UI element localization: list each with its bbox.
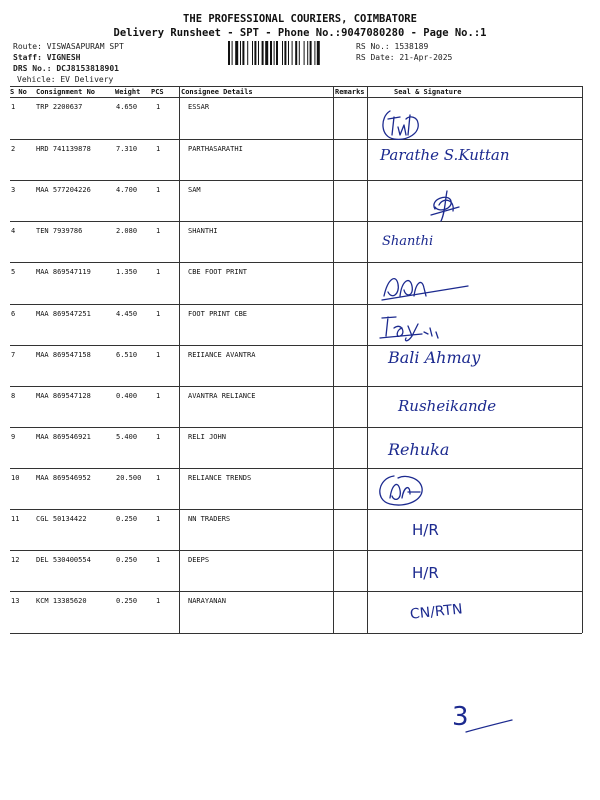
row-separator (10, 180, 582, 181)
row-pcs: 1 (156, 433, 161, 441)
row-consignment-no: MAA 869547128 (36, 392, 91, 400)
row-sno: 11 (11, 515, 20, 523)
row-consignee: AVANTRA RELIANCE (188, 392, 256, 400)
row-consignee: RELI JOHN (188, 433, 226, 441)
signature-row-5 (378, 270, 473, 304)
barcode-bar (258, 41, 259, 65)
runsheet-subtitle: Delivery Runsheet - SPT - Phone No.:9047080280 - Page No.:1 (113, 27, 487, 39)
row-weight: 0.250 (116, 515, 138, 523)
row-consignment-no: TRP 2200637 (36, 103, 83, 111)
signature-row-13: CN/RTN (409, 601, 464, 623)
row-separator (10, 221, 582, 222)
barcode-bar (274, 41, 275, 65)
barcode-bar (252, 41, 253, 65)
row-sno: 5 (11, 268, 16, 276)
barcode-bar (254, 41, 256, 65)
row-consignee: ESSAR (188, 103, 210, 111)
row-separator (10, 427, 582, 428)
vehicle-line (17, 75, 113, 84)
row-sno: 8 (11, 392, 16, 400)
row-consignee: FOOT PRINT CBE (188, 310, 248, 318)
row-sno: 6 (11, 310, 16, 318)
barcode-bar (232, 41, 233, 65)
rs-no-value: 1538189 (394, 42, 429, 51)
row-pcs: 1 (156, 597, 161, 605)
barcode-bar (282, 41, 283, 65)
row-separator (10, 550, 582, 551)
barcode-bar (307, 41, 308, 65)
row-consignment-no: HRD 741139878 (36, 145, 91, 153)
barcode-bar (310, 41, 312, 65)
header-sno: S No (10, 88, 27, 96)
row-sno: 2 (11, 145, 16, 153)
row-sno: 10 (11, 474, 20, 482)
row-consignment-no: TEN 7939786 (36, 227, 83, 235)
row-consignment-no: KCM 13385620 (36, 597, 87, 605)
row-weight: 0.400 (116, 392, 138, 400)
barcode-bar (299, 41, 300, 65)
row-pcs: 1 (156, 268, 161, 276)
row-separator (10, 633, 582, 634)
row-weight: 4.650 (116, 103, 138, 111)
row-consignment-no: MAA 869547119 (36, 268, 91, 276)
table-header-rule (10, 97, 582, 98)
row-pcs: 1 (156, 310, 161, 318)
row-sno: 1 (11, 103, 16, 111)
row-consignee: SAM (188, 186, 201, 194)
signature-row-7: Bali Ahmay (388, 348, 481, 367)
row-pcs: 1 (156, 474, 161, 482)
barcode-bar (276, 41, 278, 65)
signature-row-1 (378, 105, 428, 143)
row-consignee: CBE FOOT PRINT (188, 268, 248, 276)
signature-row-9: Rehuka (388, 440, 450, 459)
row-consignee: REIIANCE AVANTRA (188, 351, 256, 359)
row-sno: 9 (11, 433, 16, 441)
row-consignee: RELIANCE TRENDS (188, 474, 252, 482)
row-weight: 4.700 (116, 186, 138, 194)
row-pcs: 1 (156, 145, 161, 153)
row-weight: 4.450 (116, 310, 138, 318)
signature-row-8: Rusheikande (398, 397, 497, 415)
header-pcs: PCS (151, 88, 164, 96)
row-separator (10, 386, 582, 387)
barcode-bar (242, 41, 244, 65)
route-value: VISWASAPURAM SPT (46, 42, 124, 51)
row-separator (10, 591, 582, 592)
row-consignment-no: DEL 530400554 (36, 556, 91, 564)
handwritten-stroke (464, 716, 514, 736)
signature-row-6 (378, 312, 458, 342)
row-consignee: NARAYANAN (188, 597, 226, 605)
company-title: THE PROFESSIONAL COURIERS, COIMBATORE (183, 13, 417, 25)
row-separator (10, 468, 582, 469)
row-consignee: NN TRADERS (188, 515, 231, 523)
table-right-rule (582, 86, 583, 633)
barcode-bar (295, 41, 297, 65)
drs-label: DRS No.: (13, 64, 52, 73)
barcode-bar (262, 41, 264, 65)
row-weight: 7.310 (116, 145, 138, 153)
row-weight: 5.400 (116, 433, 138, 441)
barcode-bar (240, 41, 241, 65)
staff-label: Staff: (13, 53, 42, 62)
signature-row-12: H/R (412, 564, 439, 582)
row-consignment-no: MAA 869546952 (36, 474, 91, 482)
row-sno: 4 (11, 227, 16, 235)
signature-row-4: Shanthi (382, 234, 434, 249)
handwritten-page-count: 3 (452, 702, 469, 732)
barcode-bar (288, 41, 289, 65)
barcode-bar (292, 41, 293, 65)
signature-row-2: Parathe S.Kuttan (380, 146, 510, 164)
rs-date-line (356, 53, 452, 62)
row-weight: 2.080 (116, 227, 138, 235)
row-consignment-no: MAA 869546921 (36, 433, 91, 441)
header-consignee: Consignee Details (181, 88, 253, 96)
barcode (228, 41, 348, 65)
row-consignment-no: MAA 577204226 (36, 186, 91, 194)
row-consignee: DEEPS (188, 556, 210, 564)
row-consignment-no: MAA 869547251 (36, 310, 91, 318)
drs-line (13, 64, 119, 73)
row-pcs: 1 (156, 351, 161, 359)
row-weight: 20.500 (116, 474, 142, 482)
vehicle-value: EV Delivery (60, 75, 114, 84)
row-pcs: 1 (156, 227, 161, 235)
barcode-bar (235, 41, 238, 65)
row-separator (10, 139, 582, 140)
staff-line (13, 53, 80, 62)
row-pcs: 1 (156, 103, 161, 111)
barcode-bar (270, 41, 272, 65)
header-seal-signature: Seal & Signature (394, 88, 462, 96)
row-weight: 1.350 (116, 268, 138, 276)
row-weight: 0.250 (116, 556, 138, 564)
row-pcs: 1 (156, 515, 161, 523)
signature-row-10 (372, 470, 432, 510)
route-label: Route: (13, 42, 42, 51)
vehicle-label: Vehicle: (17, 75, 56, 84)
route-line (13, 42, 124, 51)
row-sno: 13 (11, 597, 20, 605)
header-remarks: Remarks (335, 88, 365, 96)
rs-date-value: 21-Apr-2025 (399, 53, 453, 62)
row-separator (10, 304, 582, 305)
table-top-rule (10, 86, 582, 87)
barcode-bar (314, 41, 315, 65)
row-sno: 7 (11, 351, 16, 359)
row-consignee: PARTHASARATHI (188, 145, 243, 153)
row-separator (10, 509, 582, 510)
row-pcs: 1 (156, 556, 161, 564)
barcode-bar (317, 41, 320, 65)
row-consignment-no: MAA 869547158 (36, 351, 91, 359)
signature-row-3 (425, 187, 465, 223)
signature-row-11: H/R (412, 521, 439, 539)
rs-no-label: RS No.: (356, 42, 390, 51)
staff-value: VIGNESH (46, 53, 81, 62)
rs-no-line (356, 42, 428, 51)
barcode-bar (228, 41, 230, 65)
row-sno: 3 (11, 186, 16, 194)
row-consignment-no: CGL 50134422 (36, 515, 87, 523)
rs-date-label: RS Date: (356, 53, 395, 62)
row-sno: 12 (11, 556, 20, 564)
drs-value: DCJ8153818901 (56, 64, 119, 73)
barcode-bar (265, 41, 268, 65)
barcode-bar (284, 41, 286, 65)
row-weight: 0.250 (116, 597, 138, 605)
row-pcs: 1 (156, 186, 161, 194)
row-separator (10, 262, 582, 263)
header-consignment: Consignment No (36, 88, 96, 96)
row-pcs: 1 (156, 392, 161, 400)
barcode-bar (247, 41, 248, 65)
row-consignee: SHANTHI (188, 227, 218, 235)
row-separator (10, 345, 582, 346)
header-weight: Weight (115, 88, 141, 96)
barcode-bar (304, 41, 305, 65)
row-weight: 6.510 (116, 351, 138, 359)
